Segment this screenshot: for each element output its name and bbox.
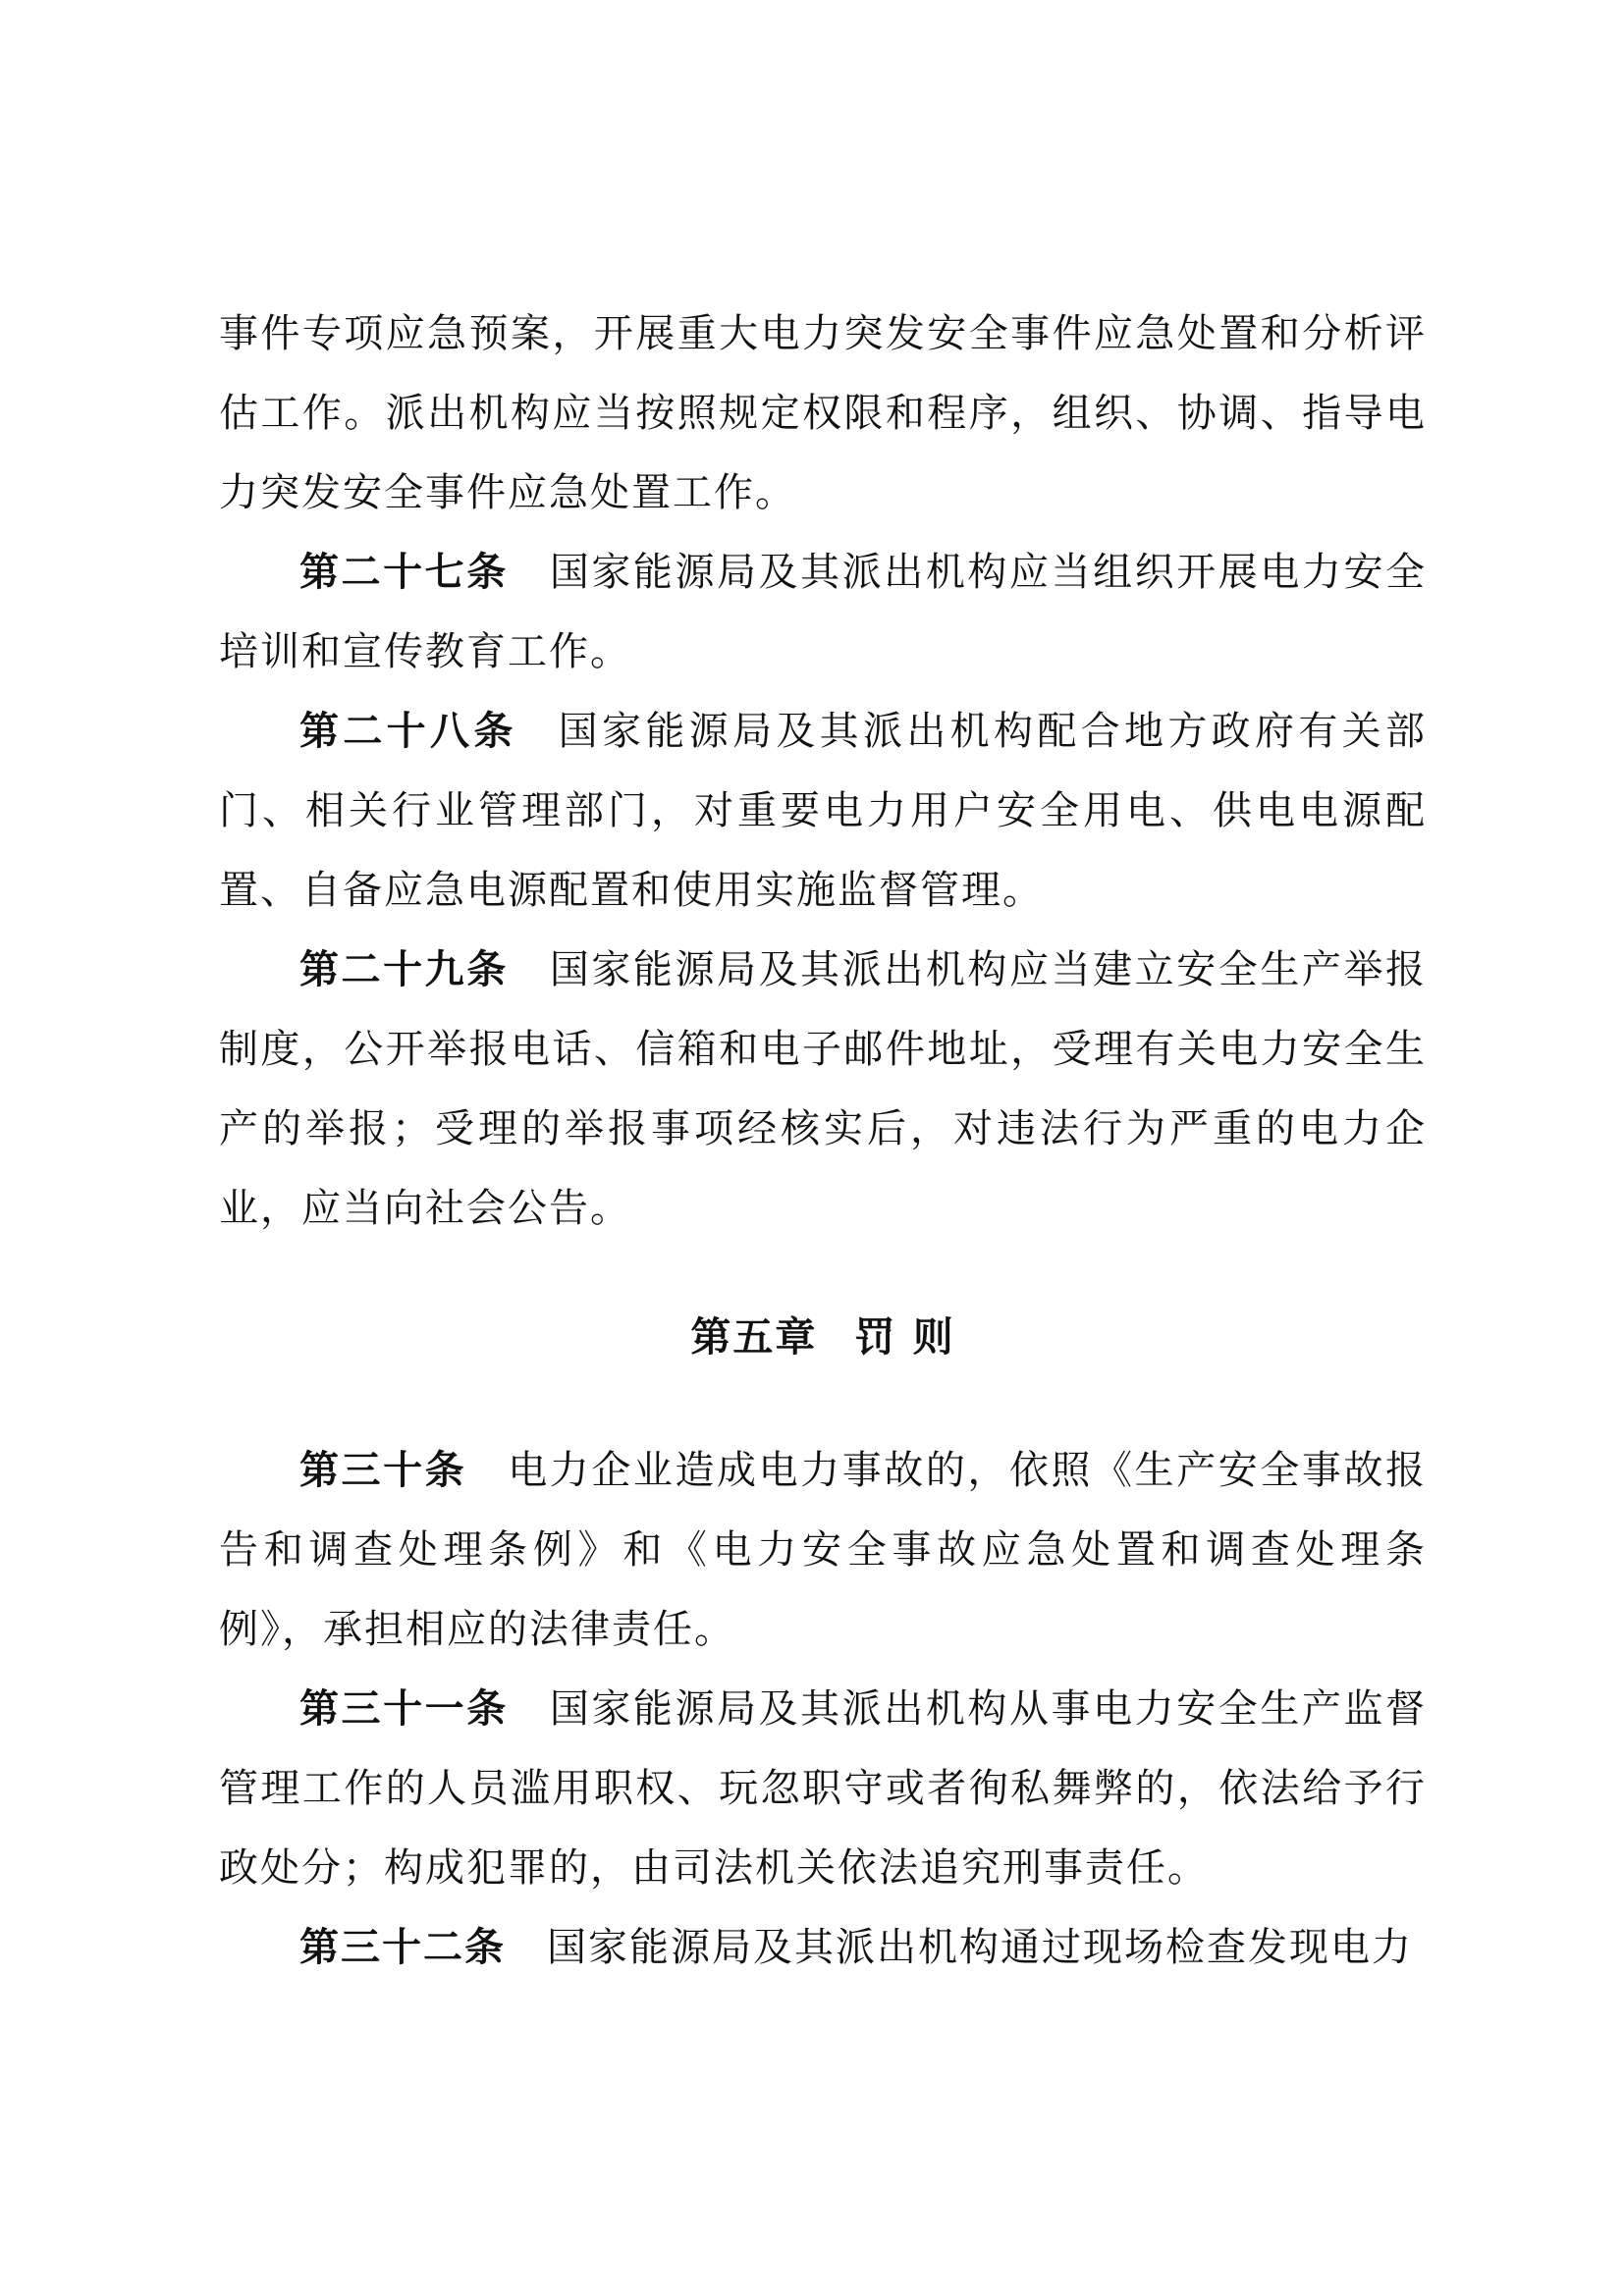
- article-text: 国家能源局及其派出机构应当建立安全生产举报制度，公开举报电话、信箱和电子邮件地址，受理有关电力安全生产的举报；受理的举报事项经核实后，对违法行为严重的电力企业，应当向社会公告。: [219, 947, 1428, 1231]
- article-28: [219, 692, 1427, 931]
- article-number: 第三十二条: [299, 1925, 506, 1970]
- chapter-number: 第五章: [690, 1313, 818, 1361]
- article-text: 国家能源局及其派出机构从事电力安全生产监督管理工作的人员滥用职权、玩忽职守或者徇私舞弊的，依法给予行政处分；构成犯罪的，由司法机关依法追究刑事责任。: [219, 1686, 1428, 1891]
- article-text: 国家能源局及其派出机构通过现场检查发现电力: [547, 1925, 1413, 1970]
- article-number: 第二十九条: [299, 947, 509, 992]
- article-number: 第二十七条: [299, 550, 509, 595]
- article-text: 国家能源局及其派出机构配合地方政府有关部门、相关行业管理部门，对重要电力用户安全用电、供电电源配置、自备应急电源配置和使用实施监督管理。: [219, 709, 1428, 913]
- article-text: 国家能源局及其派出机构应当组织开展电力安全培训和宣传教育工作。: [219, 550, 1428, 674]
- chapter-title: 罚 则: [854, 1313, 955, 1361]
- article-31: [219, 1670, 1427, 1908]
- article-32: [219, 1908, 1427, 1988]
- chapter-heading: [219, 1309, 1427, 1364]
- article-30: [219, 1431, 1427, 1670]
- article-number: 第二十八条: [299, 709, 517, 754]
- article-number: 第三十条: [299, 1448, 467, 1493]
- article-27: [219, 533, 1427, 692]
- continuation-paragraph: 事件专项应急预案，开展重大电力突发安全事件应急处置和分析评估工作。派出机构应当按照规定权限和程序，组织、协调、指导电力突发安全事件应急处置工作。: [219, 311, 1427, 515]
- article-text: 电力企业造成电力事故的，依照《生产安全事故报告和调查处理条例》和《电力安全事故应急处置和调查处理条例》，承担相应的法律责任。: [219, 1448, 1428, 1652]
- article-29: [219, 931, 1427, 1249]
- article-number: 第三十一条: [299, 1686, 509, 1732]
- document-page: [219, 294, 1427, 1988]
